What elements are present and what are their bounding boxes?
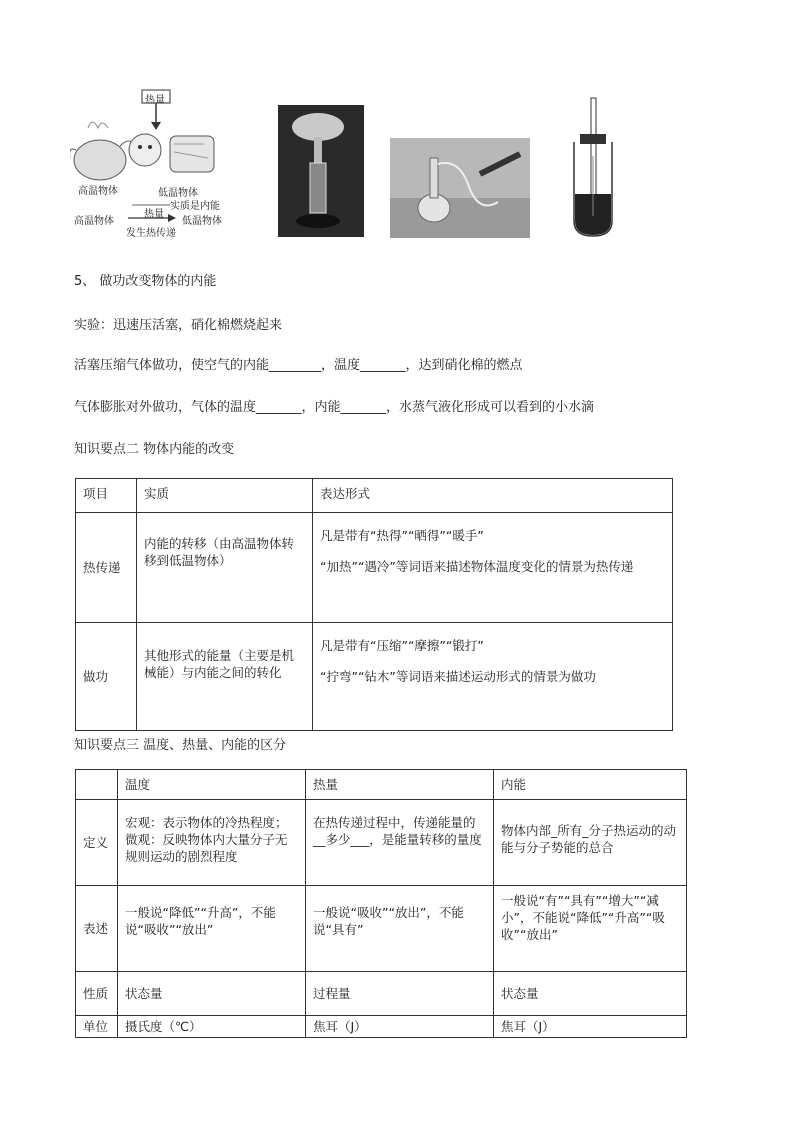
low-temp-object-label-2: 低温物体 (182, 216, 222, 227)
row-label: 定义 (76, 800, 118, 886)
header-item: 项目 (76, 479, 137, 513)
experiment-line: 实验：迅速压活塞，硝化棉燃烧起来 (74, 318, 283, 333)
thermometer-tube-diagram (568, 96, 618, 241)
table-row (76, 1016, 687, 1038)
row-item: 热传递 (76, 513, 137, 623)
piston-compression-image (278, 105, 364, 237)
row-item: 做功 (76, 623, 137, 731)
cell-heat: 一般说“吸收”“放出”，不能说“具有” (306, 886, 494, 972)
flask-photo (390, 138, 530, 238)
section5-heading: 5、 做功改变物体的内能 (74, 274, 217, 289)
knowledge-point-3-title: 知识要点三 温度、热量、内能的区分 (74, 738, 287, 753)
expression-line-2: “拧弯”“钻木”等词语来描述运动形式的情景为做功 (320, 669, 596, 684)
internal-energy-change-table (75, 478, 673, 731)
header-temperature: 温度 (118, 770, 306, 800)
table-header-row (76, 770, 687, 800)
table-row (76, 972, 687, 1016)
heat-label: 热量 (145, 95, 165, 106)
thermometer-figure (568, 96, 618, 241)
cell-internal-energy: 物体内部_所有_分子热运动的动能与分子势能的总合 (494, 800, 687, 886)
expression-line-2: “加热”“遇冷”等词语来描述物体温度变化的情景为热传递 (320, 559, 634, 574)
fill-blank-line-2: 气体膨胀对外做功，气体的温度_______，内能_______，水蒸气液化形成可以看到的小水滴 (74, 400, 595, 415)
expression-line-1: 凡是带有“压缩”“摩擦”“锻打” (320, 638, 484, 653)
cell-internal-energy: 一般说“有”“具有”“增大”“减小”，不能说“降低”“升高”“吸收”“放出” (494, 886, 687, 972)
flask-experiment-image (390, 138, 530, 238)
header-heat: 热量 (306, 770, 494, 800)
header-expression: 表达形式 (313, 479, 673, 513)
cell-temperature: 摄氏度（℃） (118, 1016, 306, 1038)
expression-line-1: 凡是带有“热得”“晒得”“暖手” (320, 528, 484, 543)
cell-temperature: 一般说“降低”“升高”，不能说“吸收”“放出” (118, 886, 306, 972)
cell-temperature: 宏观：表示物体的冷热程度；微观：反映物体内大量分子无规则运动的剧烈程度 (118, 800, 306, 886)
knowledge-point-2-title: 知识要点二 物体内能的改变 (74, 442, 235, 457)
heat-transfer-figure (70, 88, 245, 238)
cell-temperature: 状态量 (118, 972, 306, 1016)
high-temp-object-label-2: 高温物体 (74, 216, 114, 227)
cell-internal-energy: 焦耳（J） (494, 1016, 687, 1038)
row-label: 表述 (76, 886, 118, 972)
table-row (76, 513, 673, 623)
header-blank (76, 770, 118, 800)
row-expression (313, 513, 673, 623)
cell-internal-energy: 状态量 (494, 972, 687, 1016)
high-temp-object-label: 高温物体 (78, 186, 118, 197)
header-internal-energy: 内能 (494, 770, 687, 800)
row-label: 单位 (76, 1016, 118, 1038)
essence-label: 实质是内能 (170, 201, 220, 212)
row-essence: 内能的转移（由高温物体转移到低温物体） (137, 513, 313, 623)
row-label: 性质 (76, 972, 118, 1016)
cell-heat: 焦耳（J） (306, 1016, 494, 1038)
table-row (76, 800, 687, 886)
table-row (76, 623, 673, 731)
heat-label-2: 热量 (144, 209, 164, 220)
row-expression (313, 623, 673, 731)
low-temp-object-label: 低温物体 (158, 188, 198, 199)
header-essence: 实质 (137, 479, 313, 513)
cell-heat: 在热传递过程中，传递能量的__多少___，是能量转移的量度 (306, 800, 494, 886)
table-header-row (76, 479, 673, 513)
heat-transfer-label: 发生热传递 (126, 228, 176, 239)
temperature-heat-energy-table (75, 769, 687, 1038)
table-row (76, 886, 687, 972)
fill-blank-line-1: 活塞压缩气体做功，使空气的内能________，温度_______，达到硝化棉的燃点 (74, 358, 523, 373)
row-essence: 其他形式的能量（主要是机械能）与内能之间的转化 (137, 623, 313, 731)
cell-heat: 过程量 (306, 972, 494, 1016)
piston-photo (278, 105, 364, 237)
